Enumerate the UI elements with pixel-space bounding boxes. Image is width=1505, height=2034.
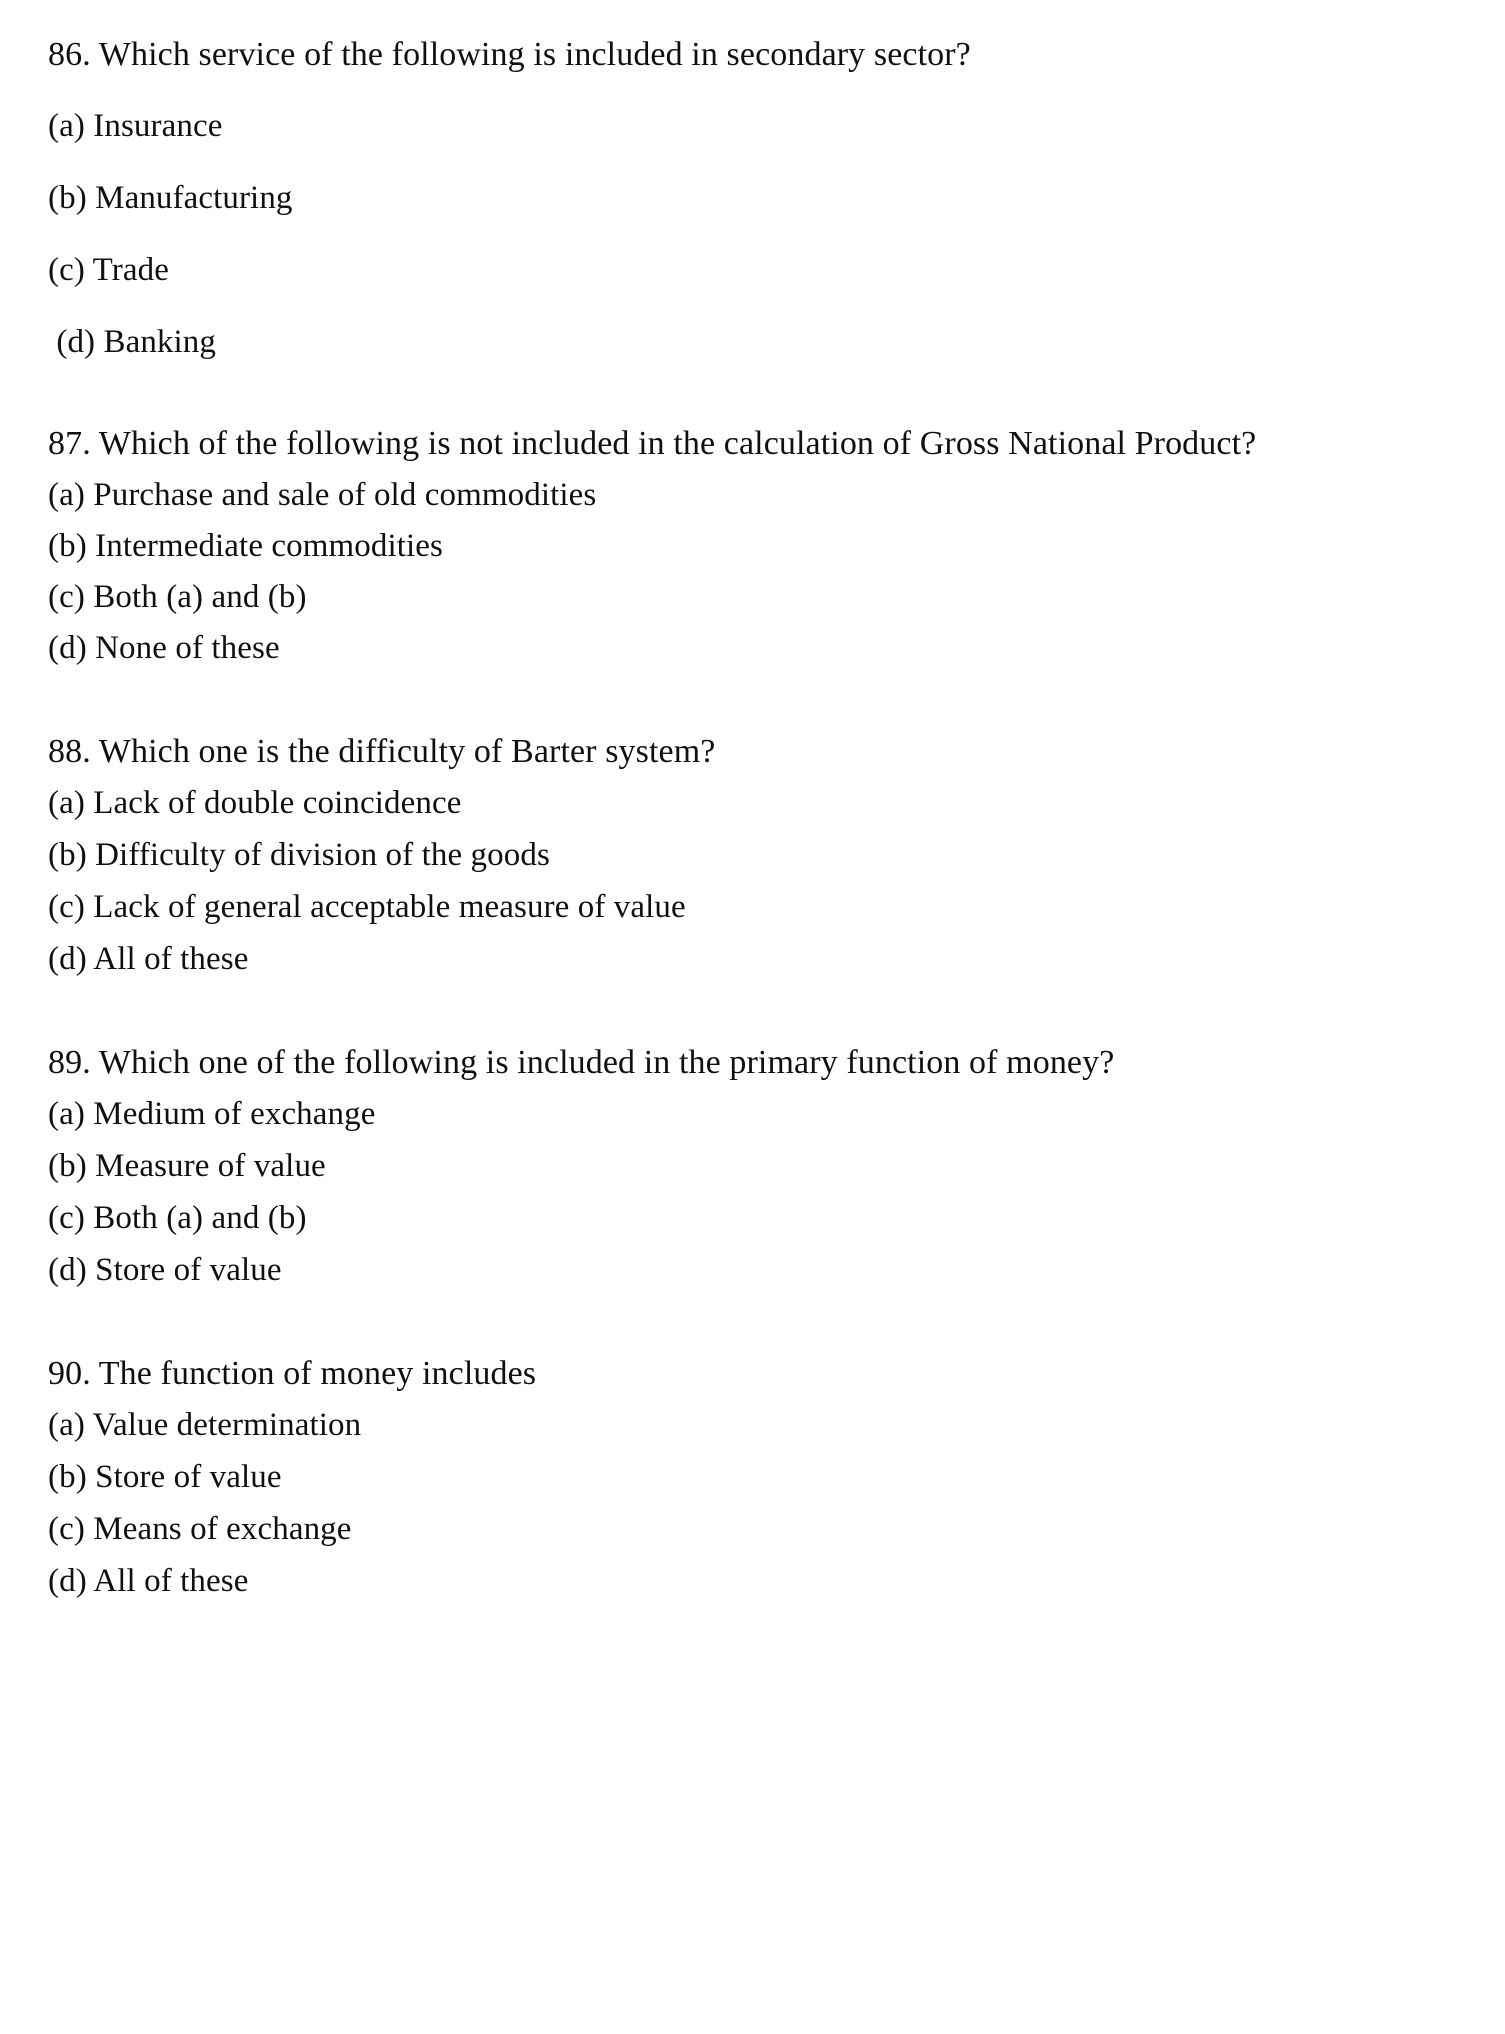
question-option: (c) Means of exchange (48, 1511, 352, 1547)
question-option: (c) Trade (48, 252, 169, 288)
question-option: (a) Lack of double coincidence (48, 785, 462, 821)
question-option: (a) Medium of exchange (48, 1096, 376, 1132)
question-block-89 (48, 1046, 1445, 1287)
question-block-90 (48, 1357, 1445, 1598)
question-option: (b) Measure of value (48, 1148, 326, 1184)
question-option: (d) All of these (48, 941, 249, 977)
question-prompt: 87. Which of the following is not included in the calculation of Gross National Product? (48, 425, 1257, 462)
question-prompt: 89. Which one of the following is included in the primary function of money? (48, 1044, 1115, 1081)
question-option: (d) Banking (48, 324, 217, 360)
question-prompt: 90. The function of money includes (48, 1355, 537, 1392)
question-option: (d) Store of value (48, 1252, 282, 1288)
question-option: (c) Lack of general acceptable measure of value (48, 889, 686, 925)
question-option: (a) Insurance (48, 108, 223, 144)
question-block-87 (48, 427, 1445, 665)
question-option: (c) Both (a) and (b) (48, 579, 307, 615)
question-block-86 (48, 38, 1445, 359)
question-option: (a) Purchase and sale of old commodities (48, 477, 597, 513)
question-option: (b) Store of value (48, 1459, 282, 1495)
question-option: (d) All of these (48, 1563, 249, 1599)
question-option: (c) Both (a) and (b) (48, 1200, 307, 1236)
question-prompt: 88. Which one is the difficulty of Barter system? (48, 733, 716, 770)
question-option: (b) Intermediate commodities (48, 528, 443, 564)
question-option: (b) Manufacturing (48, 180, 293, 216)
question-block-88 (48, 735, 1445, 976)
question-option: (d) None of these (48, 630, 280, 666)
question-prompt: 86. Which service of the following is included in secondary sector? (48, 36, 971, 73)
question-option: (a) Value determination (48, 1407, 362, 1443)
question-option: (b) Difficulty of division of the goods (48, 837, 550, 873)
